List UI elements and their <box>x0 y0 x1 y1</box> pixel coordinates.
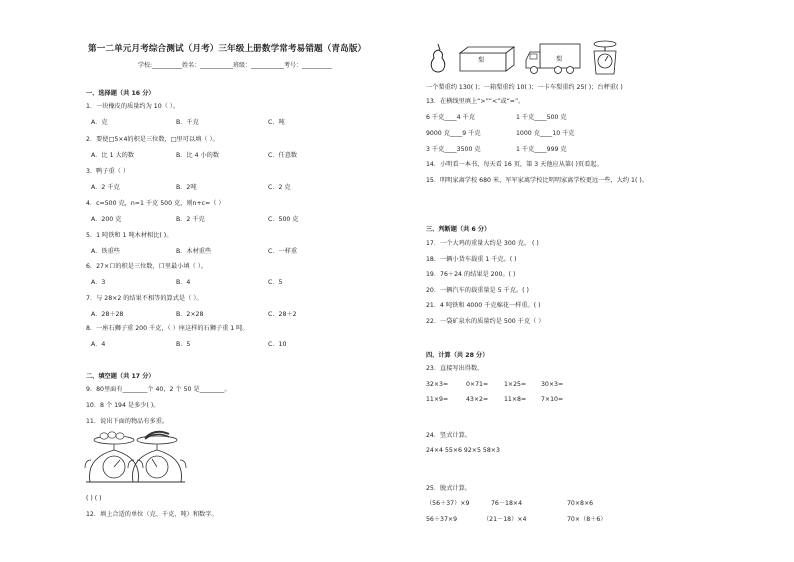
q5-option-b: B．木材重些 <box>176 248 212 255</box>
question-19: 19．76＋24 的结果是 200。( ) <box>426 271 516 278</box>
question-4: 4．c=500 克，n=1 千克 500 克，则n+c=（ ） <box>86 200 225 207</box>
scale-with-bananas-image <box>125 430 225 490</box>
q8-option-b: B．5 <box>176 341 191 348</box>
table-scale-image <box>590 38 620 78</box>
truck-image <box>524 40 584 76</box>
section-heading-calc: 四、计算（共 28 分） <box>426 352 489 359</box>
question-24: 24．竖式计算。 <box>426 432 471 439</box>
q3-option-b: B．2吨 <box>176 184 197 191</box>
question-5: 5．1 吨铁和 1 吨木材相比( )。 <box>86 232 173 239</box>
compare-1b: 1 千克____500 克 <box>516 114 567 121</box>
oral-calc-8: 7×10= <box>541 396 564 403</box>
oral-calc-5: 11×9= <box>426 396 449 403</box>
q6-option-a: A．3 <box>91 279 106 286</box>
pear-icon <box>428 42 448 74</box>
q3-option-c: C．2 克 <box>268 184 291 191</box>
pear-box-image <box>458 45 518 73</box>
oral-calc-4: 30×3= <box>541 381 564 388</box>
q4-option-b: B．2 千克 <box>176 216 205 223</box>
vertical-calc-items: 24×4 55×6 92×5 58×3 <box>426 447 500 454</box>
question-6: 6．27×口的积是三位数，口里最小填（ ）。 <box>86 263 208 270</box>
question-8: 8．一座石狮子重 200 千克，（ ）座这样的石狮子重 1 吨。 <box>86 325 249 332</box>
step-calc-2: 76－18×4 <box>491 500 523 507</box>
q4-option-a: A．200 克 <box>91 216 122 223</box>
pear-box-label: 梨 <box>478 57 485 64</box>
compare-2b: 1000 克____10 千克 <box>516 130 575 137</box>
q1-option-a: A．克 <box>91 119 108 126</box>
question-14: 14．小明看一本书，每天看 16 页，第 3 天他应从第( )页看起。 <box>426 161 603 168</box>
q5-option-a: A．铁重些 <box>91 248 120 255</box>
q4-option-c: C．500 克 <box>268 216 299 223</box>
q7-option-a: A．28＋28 <box>91 311 124 318</box>
step-calc-1: （56＋37）×9 <box>426 500 470 507</box>
section-heading-judge: 三、判断题（共 6 分） <box>426 226 491 233</box>
question-1: 1．一块橡皮的质量约为 10（ ）。 <box>86 103 180 110</box>
student-info-line: 学校:__________姓名：___________班级：___________考号：__________ <box>138 62 333 69</box>
question-25: 25．脱式计算。 <box>426 485 471 492</box>
q2-option-c: C．任意数 <box>268 152 298 159</box>
truck-box-label: 梨 <box>556 56 563 63</box>
compare-1a: 6 千克____4 千克 <box>426 114 475 121</box>
question-7: 7．与 28×2 的结果不相等的算式是（ ）。 <box>86 295 203 302</box>
q6-option-b: B．4 <box>176 279 191 286</box>
question-11-answer-blanks: ( ) ( ) <box>86 495 102 502</box>
step-calc-5: （21－18）×4 <box>483 516 527 523</box>
question-13: 13．在横线里填上“>”“<”或“=”。 <box>426 98 525 105</box>
section-heading-choice: 一、选择题（共 16 分） <box>86 90 155 97</box>
q7-option-c: C．28＋2 <box>268 311 297 318</box>
oral-calc-3: 1×25= <box>504 381 527 388</box>
question-21: 21．4 吨铁和 4000 千克棉花一样重。( ) <box>426 302 541 309</box>
oral-calc-7: 11×8= <box>504 396 527 403</box>
question-10: 10．8 个 194 是多少( )。 <box>86 402 160 409</box>
question-9: 9．80里面有________个 40，2 个 50 是________。 <box>86 386 231 393</box>
compare-3b: 1 千克____999 克 <box>516 146 567 153</box>
question-23: 23．直接写出得数。 <box>426 365 484 372</box>
question-15: 15．明明家离学校 680 米，军军家离学校比明明家离学校更远一些，大约 1( )。 <box>426 177 648 184</box>
question-11: 11．说出下面的物品有多重。 <box>86 418 169 425</box>
q7-option-b: B．2×28 <box>176 311 204 318</box>
q8-option-a: A．4 <box>91 341 106 348</box>
page-title: 第一二单元月考综合测试（月考）三年级上册数学常考易错题（青岛版） <box>88 44 367 54</box>
section-heading-fill: 二、填空题（共 17 分） <box>86 373 155 380</box>
q3-option-a: A．2 千克 <box>91 184 120 191</box>
question-12-fill-line: 一个梨重约 130( )；一箱梨重约 10( )；一卡车梨重约 25( )；台秤重( ) <box>426 84 623 91</box>
question-18: 18．一辆小货车载重 1 千克。( ) <box>426 256 517 263</box>
q6-option-c: C．5 <box>268 279 283 286</box>
question-20: 20．一辆汽车的载重量是 5 千克。( ) <box>426 287 529 294</box>
oral-calc-2: 0×71= <box>466 381 489 388</box>
compare-2a: 9000 克____9 千克 <box>426 130 481 137</box>
q1-option-b: B．千克 <box>176 119 199 126</box>
oral-calc-1: 32×3= <box>426 381 449 388</box>
question-12: 12．填上合适的单位（克、千克、吨）和数字。 <box>86 511 218 518</box>
q8-option-c: C．10 <box>268 341 287 348</box>
question-22: 22．一袋矿泉水的质量约是 500 千克（ ） <box>426 318 545 325</box>
q2-option-b: B．比 4 小的数 <box>176 152 220 159</box>
compare-3a: 3 千克____3500 克 <box>426 146 481 153</box>
q5-option-c: C．一样重 <box>268 248 298 255</box>
oral-calc-6: 43×2= <box>466 396 489 403</box>
step-calc-6: 70×（8＋6） <box>567 516 607 523</box>
step-calc-3: 70×8×6 <box>567 500 594 507</box>
q1-option-c: C．吨 <box>268 119 285 126</box>
step-calc-4: 56＋37×9 <box>426 516 458 523</box>
question-3: 3．鸭子重（ ） <box>86 168 130 175</box>
q2-option-a: A．比 1 大的数 <box>91 152 135 159</box>
question-17: 17．一个大鸡的重量大约是 300 克。 ( ) <box>426 240 539 247</box>
question-2: 2．要使□5×4的积是三位数，□里可以填（ ）。 <box>86 136 219 143</box>
